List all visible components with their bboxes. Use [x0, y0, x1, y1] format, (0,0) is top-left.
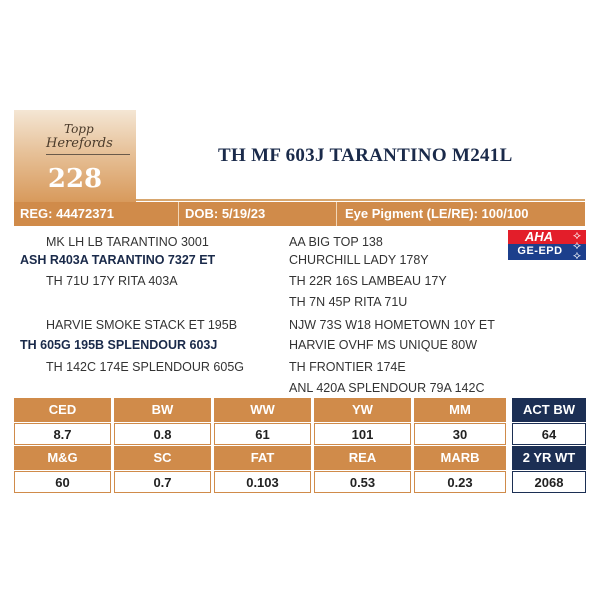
aha-logo-top: AHA — [524, 229, 554, 244]
epd-value-bw: 0.8 — [114, 423, 211, 445]
epd-header-ww: WW — [214, 398, 311, 422]
aha-logo-bottom: GE-EPD — [517, 245, 563, 257]
info-divider — [178, 202, 179, 226]
pedigree-dam: TH 605G 195B SPLENDOUR 603J — [20, 338, 218, 352]
epd-value-rea: 0.53 — [314, 471, 411, 493]
pedigree-ancestor: NJW 73S W18 HOMETOWN 10Y ET — [289, 318, 495, 332]
logo-line-2: Herefords — [46, 136, 113, 151]
epd-header-rea: REA — [314, 446, 411, 470]
epd-header-ced: CED — [14, 398, 111, 422]
pedigree-ancestor: TH 22R 16S LAMBEAU 17Y — [289, 274, 447, 288]
epd-header-marb: MARB — [414, 446, 506, 470]
registration-number: REG: 44472371 — [20, 206, 114, 221]
title-divider — [136, 199, 585, 201]
pedigree-ancestor: AA BIG TOP 138 — [289, 235, 383, 249]
epd-value-ww: 61 — [214, 423, 311, 445]
pedigree-dam-dam: TH 142C 174E SPLENDOUR 605G — [46, 360, 245, 374]
epd-value-marb: 0.23 — [414, 471, 506, 493]
pedigree-ancestor: TH FRONTIER 174E — [289, 360, 406, 374]
epd-value-sc: 0.7 — [114, 471, 211, 493]
epd-value-fat: 0.103 — [214, 471, 311, 493]
info-divider — [336, 202, 337, 226]
act-bw-label: ACT BW — [512, 398, 586, 422]
pedigree-dam-sire: HARVIE SMOKE STACK ET 195B — [46, 318, 238, 332]
epd-header-mm: MM — [414, 398, 506, 422]
pedigree-ancestor: TH 7N 45P RITA 71U — [289, 295, 408, 309]
epd-header-fat: FAT — [214, 446, 311, 470]
pedigree-ancestor: ANL 420A SPLENDOUR 79A 142C — [289, 381, 485, 395]
logo-underline — [46, 154, 130, 155]
date-of-birth: DOB: 5/19/23 — [185, 206, 266, 221]
pedigree-sire-sire: MK LH LB TARANTINO 3001 — [46, 235, 209, 249]
epd-header-bw: BW — [114, 398, 211, 422]
topp-herefords-logo — [44, 120, 132, 164]
dna-helix-icon: ⟡ ⟡ ⟡ — [573, 228, 581, 262]
animal-name: TH MF 603J TARANTINO M241L — [218, 145, 513, 166]
epd-value-yw: 101 — [314, 423, 411, 445]
epd-value-mm: 30 — [414, 423, 506, 445]
epd-value-ced: 8.7 — [14, 423, 111, 445]
epd-value-mg: 60 — [14, 471, 111, 493]
epd-header-yw: YW — [314, 398, 411, 422]
pedigree-sire-dam: TH 71U 17Y RITA 403A — [46, 274, 178, 288]
act-bw-value: 64 — [512, 423, 586, 445]
yr-wt-label: 2 YR WT — [512, 446, 586, 470]
eye-pigment: Eye Pigment (LE/RE): 100/100 — [345, 206, 529, 221]
epd-header-mg: M&G — [14, 446, 111, 470]
pedigree-ancestor: HARVIE OVHF MS UNIQUE 80W — [289, 338, 477, 352]
lot-number: 228 — [47, 164, 103, 194]
pedigree-ancestor: CHURCHILL LADY 178Y — [289, 253, 429, 267]
yr-wt-value: 2068 — [512, 471, 586, 493]
pedigree-sire: ASH R403A TARANTINO 7327 ET — [20, 253, 216, 267]
logo-line-1: Topp — [64, 122, 94, 136]
aha-ge-epd-logo — [508, 230, 586, 262]
epd-header-sc: SC — [114, 446, 211, 470]
